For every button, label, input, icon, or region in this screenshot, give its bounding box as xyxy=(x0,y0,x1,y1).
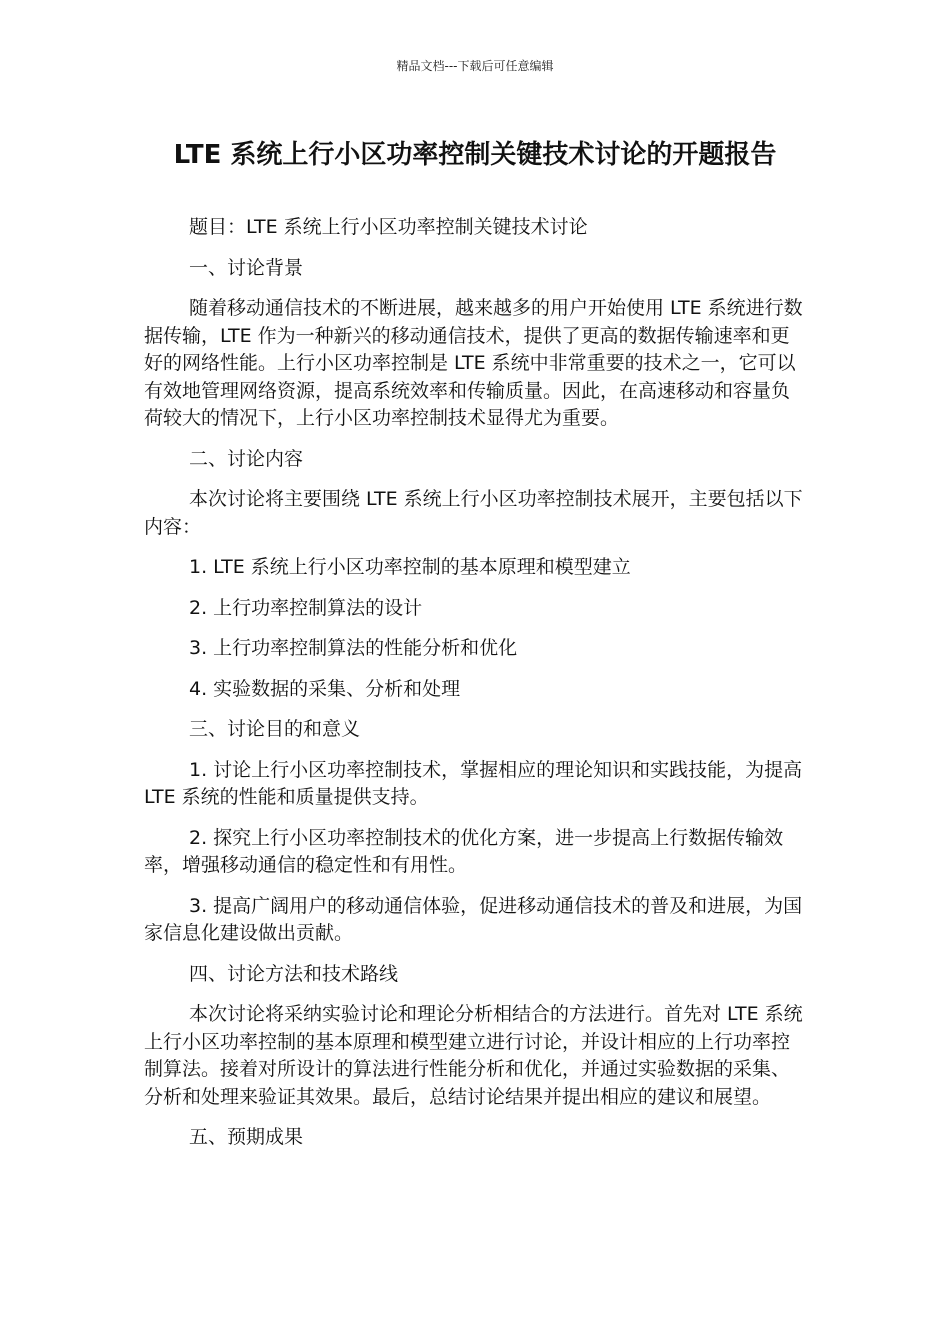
section-heading-expected-results: 五、预期成果 xyxy=(189,1126,304,1148)
content-intro-paragraph: 本次讨论将主要围绕 LTE 系统上行小区功率控制技术展开，主要包括以下内容： xyxy=(144,488,803,538)
document-body xyxy=(144,214,806,1165)
document-title: LTE 系统上行小区功率控制关键技术讨论的开题报告 xyxy=(173,140,777,170)
section-heading-content: 二、讨论内容 xyxy=(189,447,304,470)
background-paragraph: 随着移动通信技术的不断进展，越来越多的用户开始使用 LTE 系统进行数据传输，LTE 作为一种新兴的移动通信技术，提供了更高的数据传输速率和更好的网络性能。上行小区功率控制是 LTE 系统中非常重要的技术之一，它可以有效地管理网络资源，提高系统效率和传输质量。因此，在高速移动和容量负荷较大的情况下，上行小区功率控制技术显得尤为重要。 xyxy=(144,297,803,429)
purpose-item-3: 3. 提高广阔用户的移动通信体验，促进移动通信技术的普及和进展，为国家信息化建设做出贡献。 xyxy=(144,894,803,944)
content-item-4: 4. 实验数据的采集、分析和处理 xyxy=(189,677,461,700)
section-heading-background: 一、讨论背景 xyxy=(189,256,304,279)
purpose-item-1: 1. 讨论上行小区功率控制技术，掌握相应的理论知识和实践技能，为提高 LTE 系统的性能和质量提供支持。 xyxy=(144,758,803,808)
purpose-item-2: 2. 探究上行小区功率控制技术的优化方案，进一步提高上行数据传输效率，增强移动通信的稳定性和有用性。 xyxy=(144,826,784,876)
topic-line: 题目：LTE 系统上行小区功率控制关键技术讨论 xyxy=(189,216,588,238)
content-item-3: 3. 上行功率控制算法的性能分析和优化 xyxy=(189,637,518,659)
page-header-note: 精品文档---下载后可任意编辑 xyxy=(396,59,554,73)
section-heading-purpose: 三、讨论目的和意义 xyxy=(189,718,361,740)
section-heading-method: 四、讨论方法和技术路线 xyxy=(189,962,399,985)
method-paragraph: 本次讨论将采纳实验讨论和理论分析相结合的方法进行。首先对 LTE 系统上行小区功率控制的基本原理和模型建立进行讨论，并设计相应的上行功率控制算法。接着对所设计的算法进行性能分析和优化，并通过实验数据的采集、分析和处理来验证其效果。最后，总结讨论结果并提出相应的建议和展望。 xyxy=(144,1003,803,1108)
content-item-2: 2. 上行功率控制算法的设计 xyxy=(189,596,423,619)
content-item-1: 1. LTE 系统上行小区功率控制的基本原理和模型建立 xyxy=(189,556,631,578)
